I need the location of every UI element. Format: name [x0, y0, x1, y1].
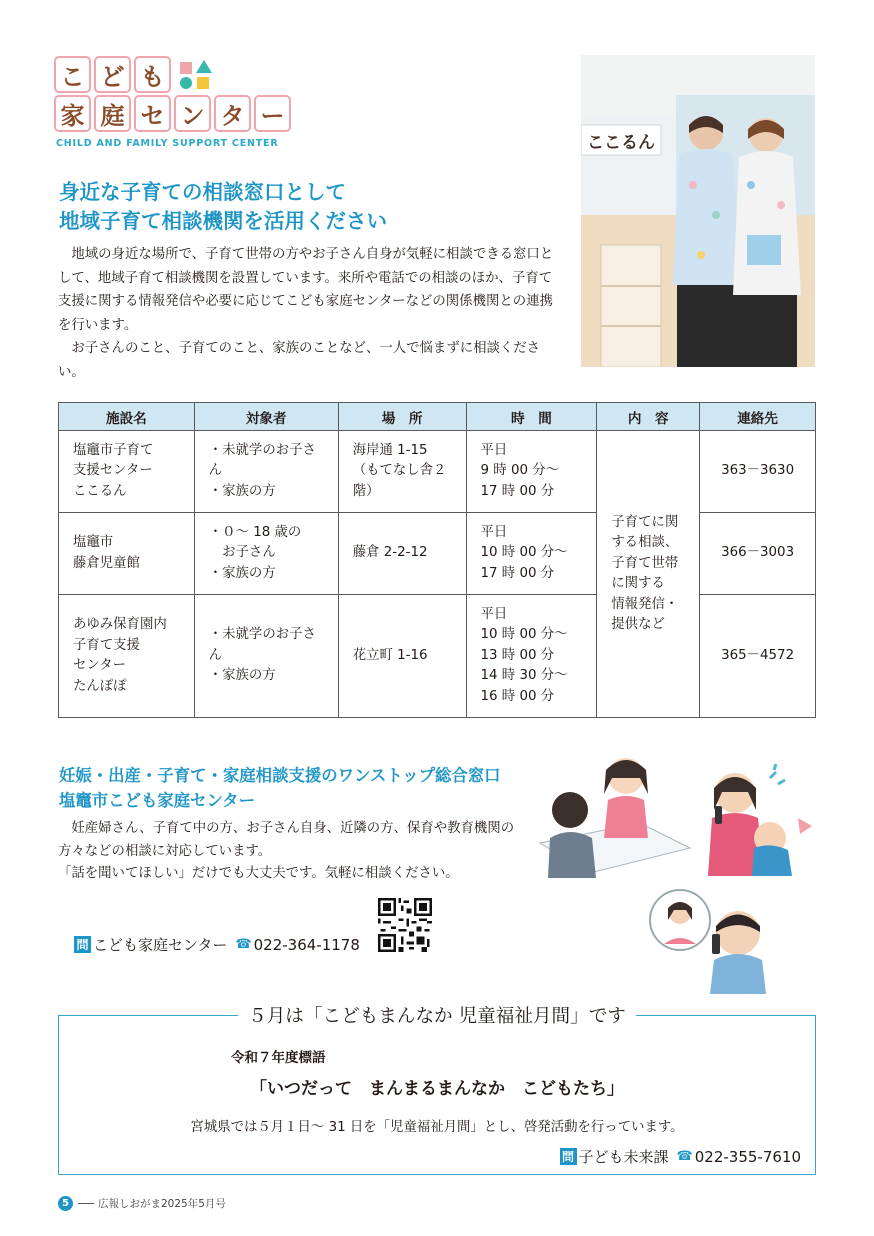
logo-char: ン	[174, 95, 211, 132]
center-contact	[74, 934, 360, 955]
slogan-label: 令和７年度標語	[231, 1050, 326, 1066]
table-row	[59, 595, 816, 718]
table-row	[59, 431, 816, 513]
cell-line: 提供など	[611, 617, 665, 632]
logo-char: タ	[214, 95, 251, 132]
cell-tel: 366－3003	[700, 513, 816, 595]
section2-heading	[59, 763, 501, 813]
contact-tel[interactable]: 022-355-7610	[694, 1147, 801, 1166]
cell-place	[338, 513, 466, 595]
header-content: 内 容	[597, 403, 700, 431]
section2-paragraph: 妊産婦さん、子育て中の方、お子さん自身、近隣の方、保育や教育機関の方々などの相談に対応しています。	[58, 821, 515, 859]
section1-heading	[59, 178, 387, 236]
table-row	[59, 513, 816, 595]
cell-line: ・０～ 18 歳の	[208, 524, 302, 540]
cell-line: あゆみ保育園内	[73, 617, 167, 632]
cell-line: 子育て世帯	[611, 555, 679, 571]
logo-shapes-icon	[180, 60, 214, 90]
cell-line: 塩竈市	[73, 535, 114, 550]
cell-facility	[59, 513, 195, 595]
logo-char: ど	[94, 56, 131, 93]
cell-line: 情報発信・	[611, 596, 679, 612]
welfare-month-box	[58, 1006, 816, 1175]
cell-line: 17 時 00 分	[480, 483, 555, 499]
phone-icon: ☎	[676, 1149, 693, 1164]
section1-paragraph: 地域の身近な場所で、子育て世帯の方やお子さん自身が気軽に相談できる窓口として、地域子育て相談機関を設置しています。来所や電話での相談のほか、子育て支援に関する情報発信や必要に応じてこども家庭センターなどの関係機関との連携を行います。	[58, 247, 554, 333]
logo-char: も	[134, 56, 171, 93]
cell-line: ・未就学のお子さん	[208, 442, 316, 479]
cell-line: 10 時 00 分～	[480, 627, 568, 643]
section2-paragraph: 「話を聞いてほしい」だけでも大丈夫です。気軽に相談ください。	[58, 866, 459, 881]
cell-line: 13 時 00 分	[480, 647, 555, 663]
cell-line: ・家族の方	[208, 565, 276, 581]
section1-heading-line2: 地域子育て相談機関を活用ください	[59, 209, 387, 233]
inquiry-icon: 問	[560, 1148, 577, 1165]
logo-char: ー	[254, 95, 291, 132]
cell-line: センター	[73, 658, 127, 673]
cell-tel: 363－3630	[700, 431, 816, 513]
contact-name: 子ども未来課	[578, 1148, 669, 1166]
cell-place	[338, 431, 466, 513]
facility-table	[58, 402, 816, 718]
cell-place	[338, 595, 466, 718]
section1-heading-line1: 身近な子育ての相談窓口として	[59, 180, 346, 204]
cell-line: ・未就学のお子さん	[208, 627, 316, 663]
publication-name: 広報しおがま2025年5月号	[98, 1198, 226, 1210]
cell-line: する相談、	[611, 535, 679, 550]
cell-target	[194, 595, 338, 718]
cell-line: 17 時 00 分	[480, 565, 555, 581]
cell-facility	[59, 595, 195, 718]
cell-line: 16 時 00 分	[480, 688, 555, 704]
cell-line: 藤倉 2-2-12	[352, 545, 428, 561]
header-facility: 施設名	[59, 403, 195, 431]
cell-line: 平日	[480, 524, 508, 540]
section2-heading-line1: 妊娠・出産・子育て・家庭相談支援のワンストップ総合窓口	[59, 766, 501, 785]
contact-name: こども家庭センター	[93, 936, 228, 954]
welfare-month-title	[59, 1002, 815, 1028]
cell-line: に関する	[611, 576, 665, 591]
cell-line: （もてなし舎２階）	[352, 463, 447, 499]
page-number: 5	[58, 1196, 73, 1211]
cell-line: 海岸通 1-15	[352, 442, 428, 458]
header-contact: 連絡先	[700, 403, 816, 431]
header-place: 場 所	[338, 403, 466, 431]
slogan: 「いつだって まんまるまんなか こどもたち」	[250, 1079, 624, 1099]
logo-row-kodomo	[54, 56, 171, 93]
logo-char: セ	[134, 95, 171, 132]
cell-line: 平日	[480, 606, 508, 622]
center-logo	[54, 56, 304, 156]
phone-icon: ☎	[235, 937, 252, 952]
cell-line: 平日	[480, 442, 508, 458]
cell-line: 藤倉児童館	[73, 555, 140, 571]
table-header-row	[59, 403, 816, 431]
inquiry-icon: 問	[74, 936, 91, 953]
sign-text: ここるん	[587, 133, 655, 153]
contact-tel[interactable]: 022-364-1178	[253, 935, 360, 954]
section2-heading-line2: 塩竈市こども家庭センター	[59, 791, 256, 810]
qr-code-icon[interactable]	[378, 898, 432, 952]
cell-time	[466, 513, 597, 595]
cell-line: ・家族の方	[208, 668, 276, 684]
cell-line: 支援センター	[73, 463, 153, 479]
logo-char: こ	[54, 56, 91, 93]
cell-line: たんぽぽ	[73, 678, 127, 694]
cell-time	[466, 595, 597, 718]
cell-line: ここるん	[73, 483, 127, 499]
cell-line: 10 時 00 分～	[480, 545, 568, 561]
cell-facility	[59, 431, 195, 513]
section1-paragraph: お子さんのこと、子育てのこと、家族のことなど、一人で悩まずに相談ください。	[58, 341, 541, 380]
cell-content	[597, 431, 700, 718]
cell-line: 9 時 00 分～	[480, 463, 560, 479]
section1-body	[58, 243, 563, 384]
cell-line: 塩竈市子育て	[73, 442, 154, 458]
welfare-month-contact	[560, 1146, 801, 1167]
cell-line: ・家族の方	[208, 483, 276, 499]
welfare-month-title-text: ５月は「こどもまんなか 児童福祉月間」です	[238, 1006, 636, 1027]
cell-line: 子育て支援	[73, 637, 140, 653]
logo-subtitle: CHILD AND FAMILY SUPPORT CENTER	[56, 138, 279, 149]
cell-target	[194, 431, 338, 513]
staff-photo	[581, 55, 815, 367]
welfare-month-description: 宮城県では５月１日～ 31 日を「児童福祉月間」とし、啓発活動を行っています。	[190, 1120, 684, 1135]
cell-line: 14 時 30 分～	[480, 668, 568, 684]
cell-line: お子さん	[208, 545, 276, 561]
cell-line: 子育てに関	[611, 514, 679, 530]
page-footer	[58, 1196, 226, 1211]
logo-row-katei-center	[54, 95, 291, 132]
footer-divider	[78, 1203, 94, 1204]
cell-tel: 365－4572	[700, 595, 816, 718]
cell-line: 花立町 1-16	[352, 647, 428, 663]
logo-char: 家	[54, 95, 91, 132]
consultation-illustration	[530, 748, 830, 998]
cell-time	[466, 431, 597, 513]
logo-char: 庭	[94, 95, 131, 132]
section2-body	[58, 818, 528, 886]
cell-target	[194, 513, 338, 595]
header-time: 時 間	[466, 403, 597, 431]
header-target: 対象者	[194, 403, 338, 431]
